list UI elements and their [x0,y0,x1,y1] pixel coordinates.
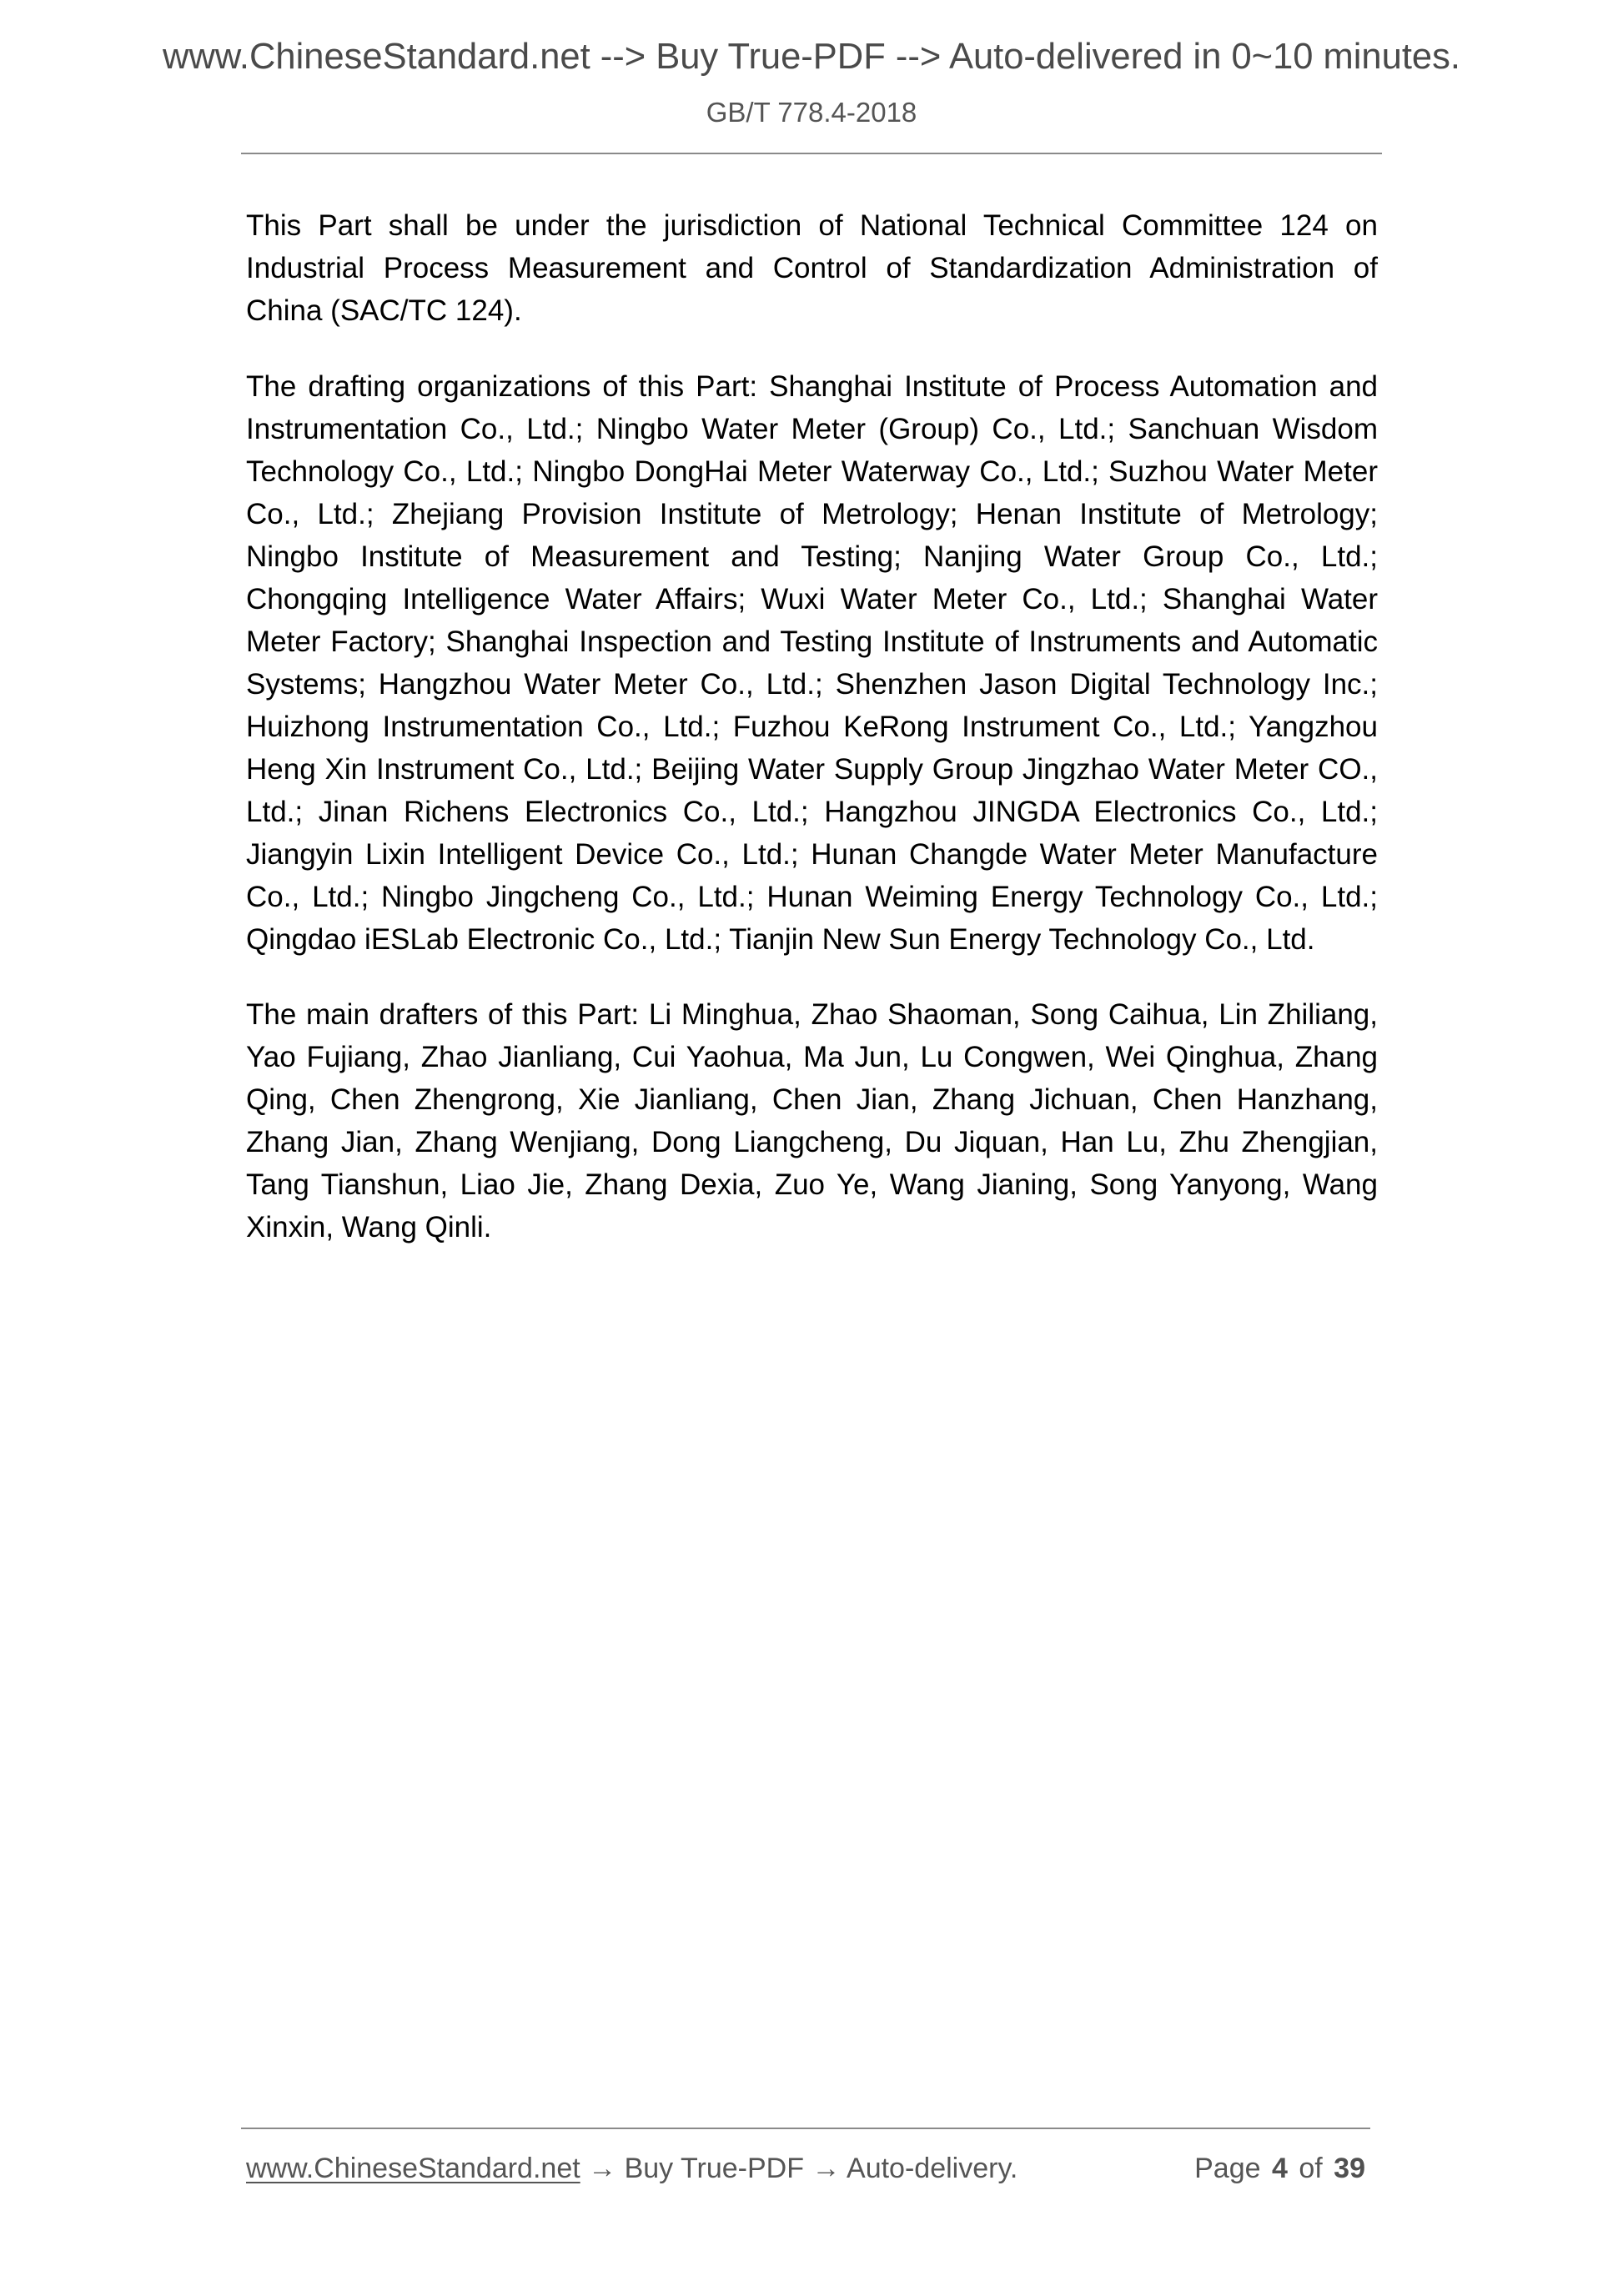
text-line: The main drafters of this Part: Li Minghua, Zhao Shaoman, Song Caihua, Lin Zhiliang, [246,998,1378,1031]
text-line: Jiangyin Lixin Intelligent Device Co., Ltd.; Hunan Changde Water Meter Manufacture [246,838,1378,871]
text-line: The drafting organizations of this Part: Shanghai Institute of Process Automation and [246,370,1378,403]
text-line: Systems; Hangzhou Water Meter Co., Ltd.; Shenzhen Jason Digital Technology Inc.; [246,668,1378,701]
delivery-text: Auto-delivery. [847,2153,1018,2184]
text-line: This Part shall be under the jurisdiction of National Technical Committee 124 on [246,209,1378,242]
text-line: Huizhong Instrumentation Co., Ltd.; Fuzhou KeRong Instrument Co., Ltd.; Yangzhou [246,711,1378,743]
page-of-label: of [1299,2153,1323,2184]
arrow-right-icon: → [588,2153,617,2184]
text-line: Yao Fujiang, Zhao Jianliang, Cui Yaohua, Ma Jun, Lu Congwen, Wei Qinghua, Zhang [246,1041,1378,1073]
page-label: Page [1194,2153,1261,2184]
footer-divider [241,2128,1370,2129]
page-current: 4 [1271,2153,1288,2184]
buy-text: Buy True-PDF [624,2153,804,2184]
text-line: Chongqing Intelligence Water Affairs; Wuxi Water Meter Co., Ltd.; Shanghai Water [246,583,1378,615]
text-line: Heng Xin Instrument Co., Ltd.; Beijing Water Supply Group Jingzhao Water Meter CO., [246,753,1378,786]
text-line: Industrial Process Measurement and Control of Standardization Administration of [246,252,1378,284]
paragraph-jurisdiction [246,204,1378,332]
text-line: Ningbo Institute of Measurement and Testing; Nanjing Water Group Co., Ltd.; [246,540,1378,573]
header-banner: www.ChineseStandard.net --> Buy True-PDF --> Auto-delivered in 0~10 minutes. [163,37,1460,77]
page-total: 39 [1334,2153,1365,2184]
text-line: Ltd.; Jinan Richens Electronics Co., Ltd.; Hangzhou JINGDA Electronics Co., Ltd.; [246,796,1378,828]
website-link[interactable]: www.ChineseStandard.net [246,2153,580,2184]
text-line: Meter Factory; Shanghai Inspection and Testing Institute of Instruments and Automatic [246,625,1378,658]
header-divider [241,153,1382,154]
footer-promo [246,2148,1018,2189]
text-line: Technology Co., Ltd.; Ningbo DongHai Meter Waterway Co., Ltd.; Suzhou Water Meter [246,455,1378,488]
page-indicator [1194,2148,1365,2189]
text-line: Zhang Jian, Zhang Wenjiang, Dong Liangcheng, Du Jiquan, Han Lu, Zhu Zhengjian, [246,1126,1378,1158]
paragraph-main-drafters [246,993,1378,1248]
arrow-right-icon: → [812,2153,841,2184]
text-line: Co., Ltd.; Zhejiang Provision Institute of Metrology; Henan Institute of Metrology; [246,498,1378,530]
text-line: China (SAC/TC 124). [246,294,522,327]
page-footer [246,2148,1368,2189]
paragraph-drafting-organizations [246,365,1378,961]
text-line: Xinxin, Wang Qinli. [246,1211,492,1243]
standard-number: GB/T 778.4-2018 [706,97,917,128]
text-line: Tang Tianshun, Liao Jie, Zhang Dexia, Zuo Ye, Wang Jianing, Song Yanyong, Wang [246,1168,1378,1201]
text-line: Qing, Chen Zhengrong, Xie Jianliang, Chen Jian, Zhang Jichuan, Chen Hanzhang, [246,1083,1378,1116]
text-line: Instrumentation Co., Ltd.; Ningbo Water Meter (Group) Co., Ltd.; Sanchuan Wisdom [246,413,1378,445]
text-line: Qingdao iESLab Electronic Co., Ltd.; Tianjin New Sun Energy Technology Co., Ltd. [246,923,1315,956]
text-line: Co., Ltd.; Ningbo Jingcheng Co., Ltd.; Hunan Weiming Energy Technology Co., Ltd.; [246,881,1378,913]
